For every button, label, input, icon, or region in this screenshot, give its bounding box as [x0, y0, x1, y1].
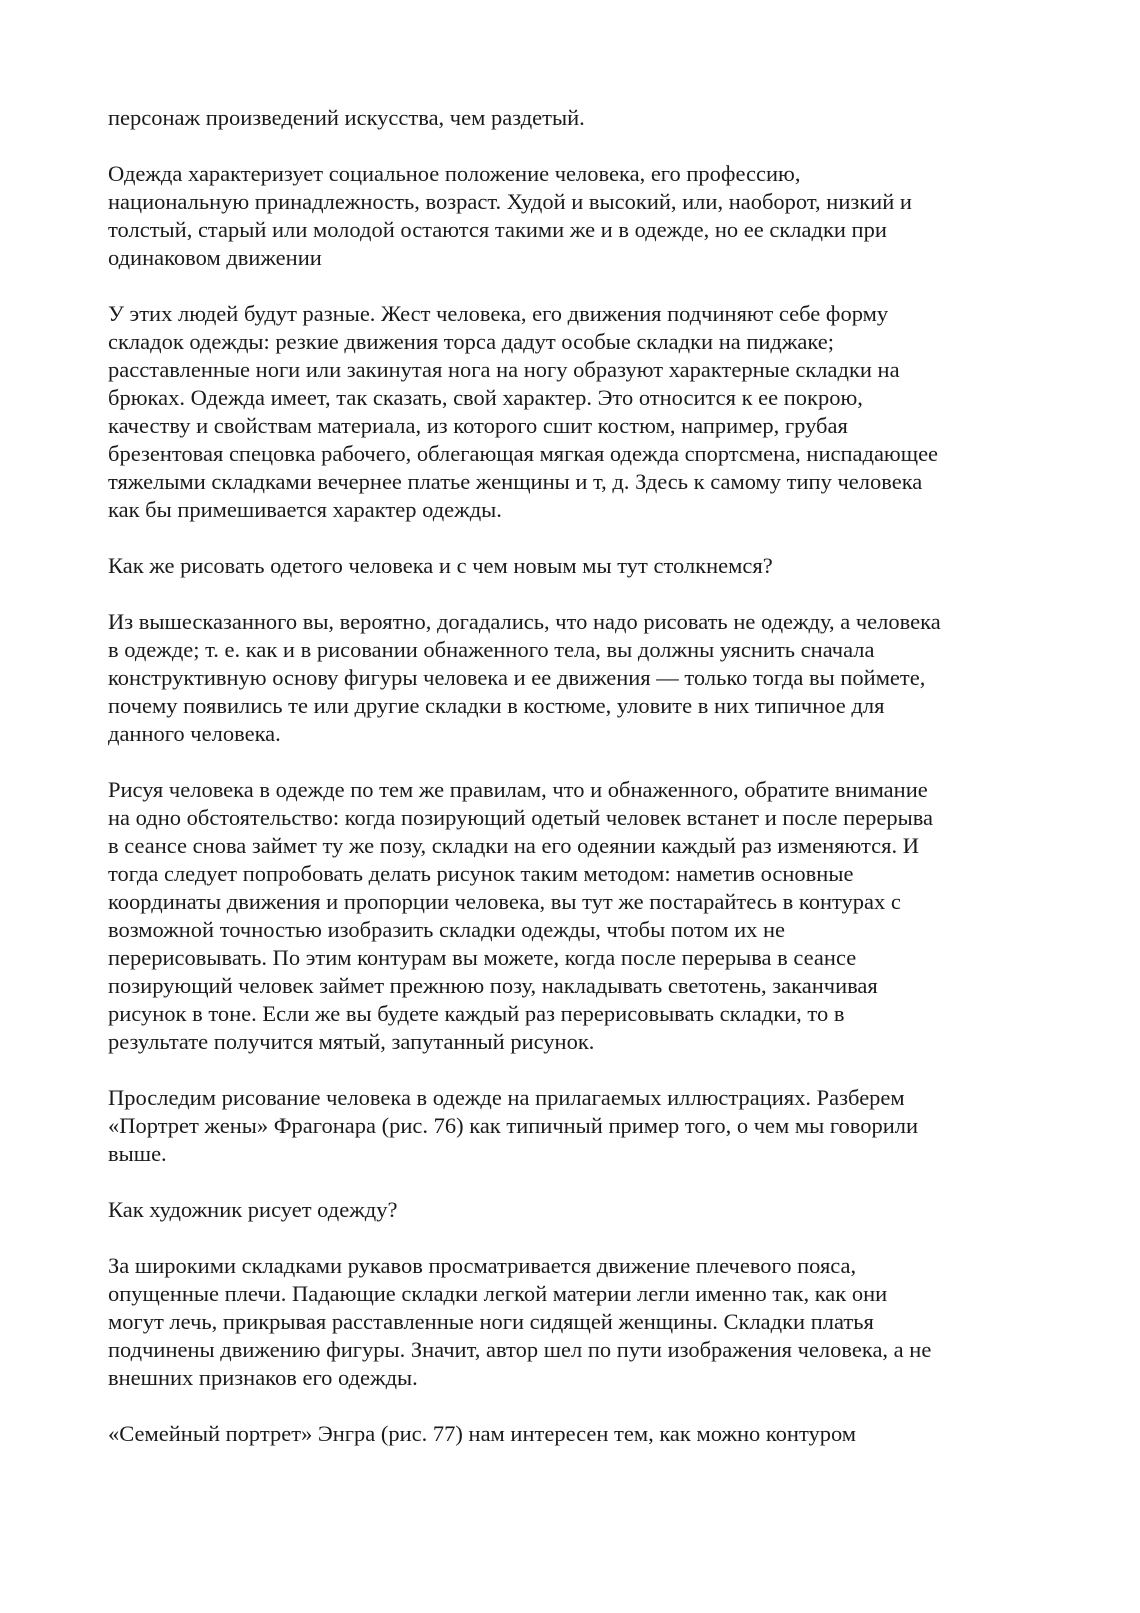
paragraph-2: Одежда характеризует социальное положение человека, его профессию, национальную принадлежность, возраст. Худой и высокий, или, наоборот, низкий и толстый, старый или молодой остаются такими же и в одежде, но ее складки при одинаковом движении	[108, 161, 912, 270]
paragraph-6: Рисуя человека в одежде по тем же правилам, что и обнаженного, обратите внимание на одно обстоятельство: когда позирующий одетый человек встанет и после перерыва в сеансе снова займет ту же позу, складки на его одеянии каждый раз изменяются. И тогда следует попробовать делать рисунок таким методом: наметив основные координаты движения и пропорции человека, вы тут же постарайтесь в контурах с возможной точностью изобразить складки одежды, чтобы потом их не перерисовывать. По этим контурам вы можете, когда после перерыва в сеансе позирующий человек займет прежнюю позу, накладывать светотень, заканчивая рисунок в тоне. Если же вы будете каждый раз перерисовывать складки, то в результате получится мятый, запутанный рисунок.	[108, 777, 934, 1054]
paragraph-3: У этих людей будут разные. Жест человека, его движения подчиняют себе форму складок одежды: резкие движения торса дадут особые складки на пиджаке; расставленные ноги или закинутая нога на ногу образуют характерные складки на брюках. Одежда имеет, так сказать, свой характер. Это относится к ее покрою, качеству и свойствам материала, из которого сшит костюм, например, грубая брезентовая спецовка рабочего, облегающая мягкая одежда спортсмена, ниспадающее тяжелыми складками вечернее платье женщины и т, д. Здесь к самому типу человека как бы примешивается характер одежды.	[108, 301, 939, 522]
paragraph-5: Из вышесказанного вы, вероятно, догадались, что надо рисовать не одежду, а человека в одежде; т. е. как и в рисовании обнаженного тела, вы должны уяснить сначала конструктивную основу фигуры человека и ее движения — только тогда вы поймете, почему появились те или другие складки в костюме, уловите в них типичное для данного человека.	[108, 609, 941, 746]
document-page	[108, 104, 1068, 1476]
paragraph-7: Проследим рисование человека в одежде на прилагаемых иллюстрациях. Разберем «Портрет жены» Фрагонара (рис. 76) как типичный пример того, о чем мы говорили выше.	[108, 1085, 919, 1166]
paragraph-4: Как же рисовать одетого человека и с чем новым мы тут столкнемся?	[108, 553, 773, 578]
paragraph-9: За широкими складками рукавов просматривается движение плечевого пояса, опущенные плечи. Падающие складки легкой материи легли именно так, как они могут лечь, прикрывая расставленные ноги сидящей женщины. Складки платья подчинены движению фигуры. Значит, автор шел по пути изображения человека, а не внешних признаков его одежды.	[108, 1253, 932, 1390]
paragraph-8: Как художник рисует одежду?	[108, 1197, 398, 1222]
paragraph-10: «Семейный портрет» Энгра (рис. 77) нам интересен тем, как можно контуром	[108, 1421, 857, 1446]
paragraph-1: персонаж произведений искусства, чем раздетый.	[108, 105, 585, 130]
